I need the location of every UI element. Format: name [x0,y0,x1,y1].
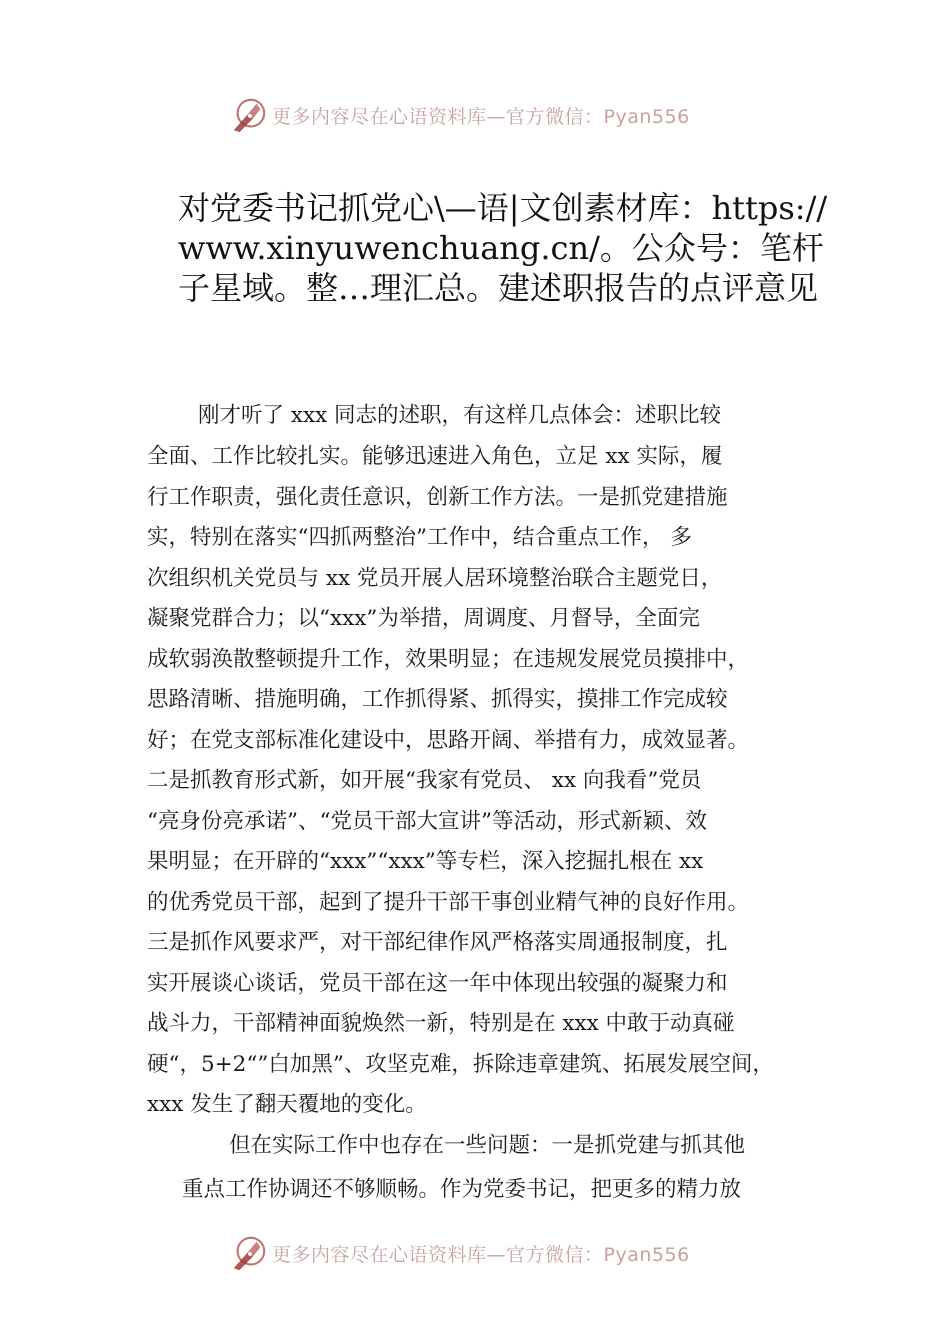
body-line: 三是抓作风要求严，对干部纪律作风严格落实周通报制度，扎 [147,930,728,955]
document-title: 对党委书记抓党心\—语|文创素材库：https://www.xinyuwenchuang.cn/。公众号：笔杆子星域。整…理汇总。建述职报告的点评意见 [178,189,828,307]
body-line: 硬“，5+2“”白加黑”、攻坚克难，拆除违章建筑、拓展发展空间， [147,1052,774,1077]
body-line: 的优秀党员干部，起到了提升干部干事创业精气神的良好作用。 [147,890,750,915]
body-line: 成软弱涣散整顿提升工作，效果明显；在违规发展党员摸排中， [147,647,750,672]
body-line: 思路清晰、措施明确，工作抓得紧、抓得实，摸排工作完成较 [147,687,728,712]
body-line: 战斗力，干部精神面貌焕然一新，特别是在 xxx 中敢于动真碰 [147,1011,735,1036]
pen-nib-logo-icon [230,1234,268,1272]
banner-text: 更多内容尽在心语资料库—官方微信：Pyan556 [272,105,690,128]
body-line: 好；在党支部标准化建设中，思路开阔、举措有力，成效显著。 [147,728,750,753]
banner-text: 更多内容尽在心语资料库—官方微信：Pyan556 [272,1243,690,1266]
body-line: 但在实际工作中也存在一些问题：一是抓党建与抓其他 [229,1133,746,1158]
body-line: xxx 发生了翻天覆地的变化。 [147,1092,427,1117]
body-line: 凝聚党群合力；以“xxx”为举措，周调度、月督导，全面完 [147,606,700,631]
pen-nib-logo-icon [230,96,268,134]
body-line: 实，特别在落实“四抓两整治”工作中，结合重点工作， 多 [147,525,692,550]
body-line: 实开展谈心谈话，党员干部在这一年中体现出较强的凝聚力和 [147,971,728,996]
body-line: 次组织机关党员与 xx 党员开展人居环境整治联合主题党日， [147,566,723,591]
body-line: 刚才听了 xxx 同志的述职，有这样几点体会：述职比较 [198,403,722,428]
body-line: 果明显；在开辟的“xxx”“xxx”等专栏，深入挖掘扎根在 xx [147,849,704,874]
header-watermark-banner [230,95,690,135]
body-line: “亮身份亮承诺”、“党员干部大宣讲”等活动，形式新颖、效 [147,809,707,834]
body-line: 行工作职责，强化责任意识，创新工作方法。一是抓党建措施 [147,485,728,510]
body-line: 重点工作协调还不够顺畅。作为党委书记，把更多的精力放 [182,1177,742,1202]
footer-watermark-banner [230,1233,690,1273]
body-line: 全面、工作比较扎实。能够迅速进入角色，立足 xx 实际，履 [147,444,723,469]
body-line: 二是抓教育形式新，如开展“我家有党员、 xx 向我看”党员 [147,768,702,793]
